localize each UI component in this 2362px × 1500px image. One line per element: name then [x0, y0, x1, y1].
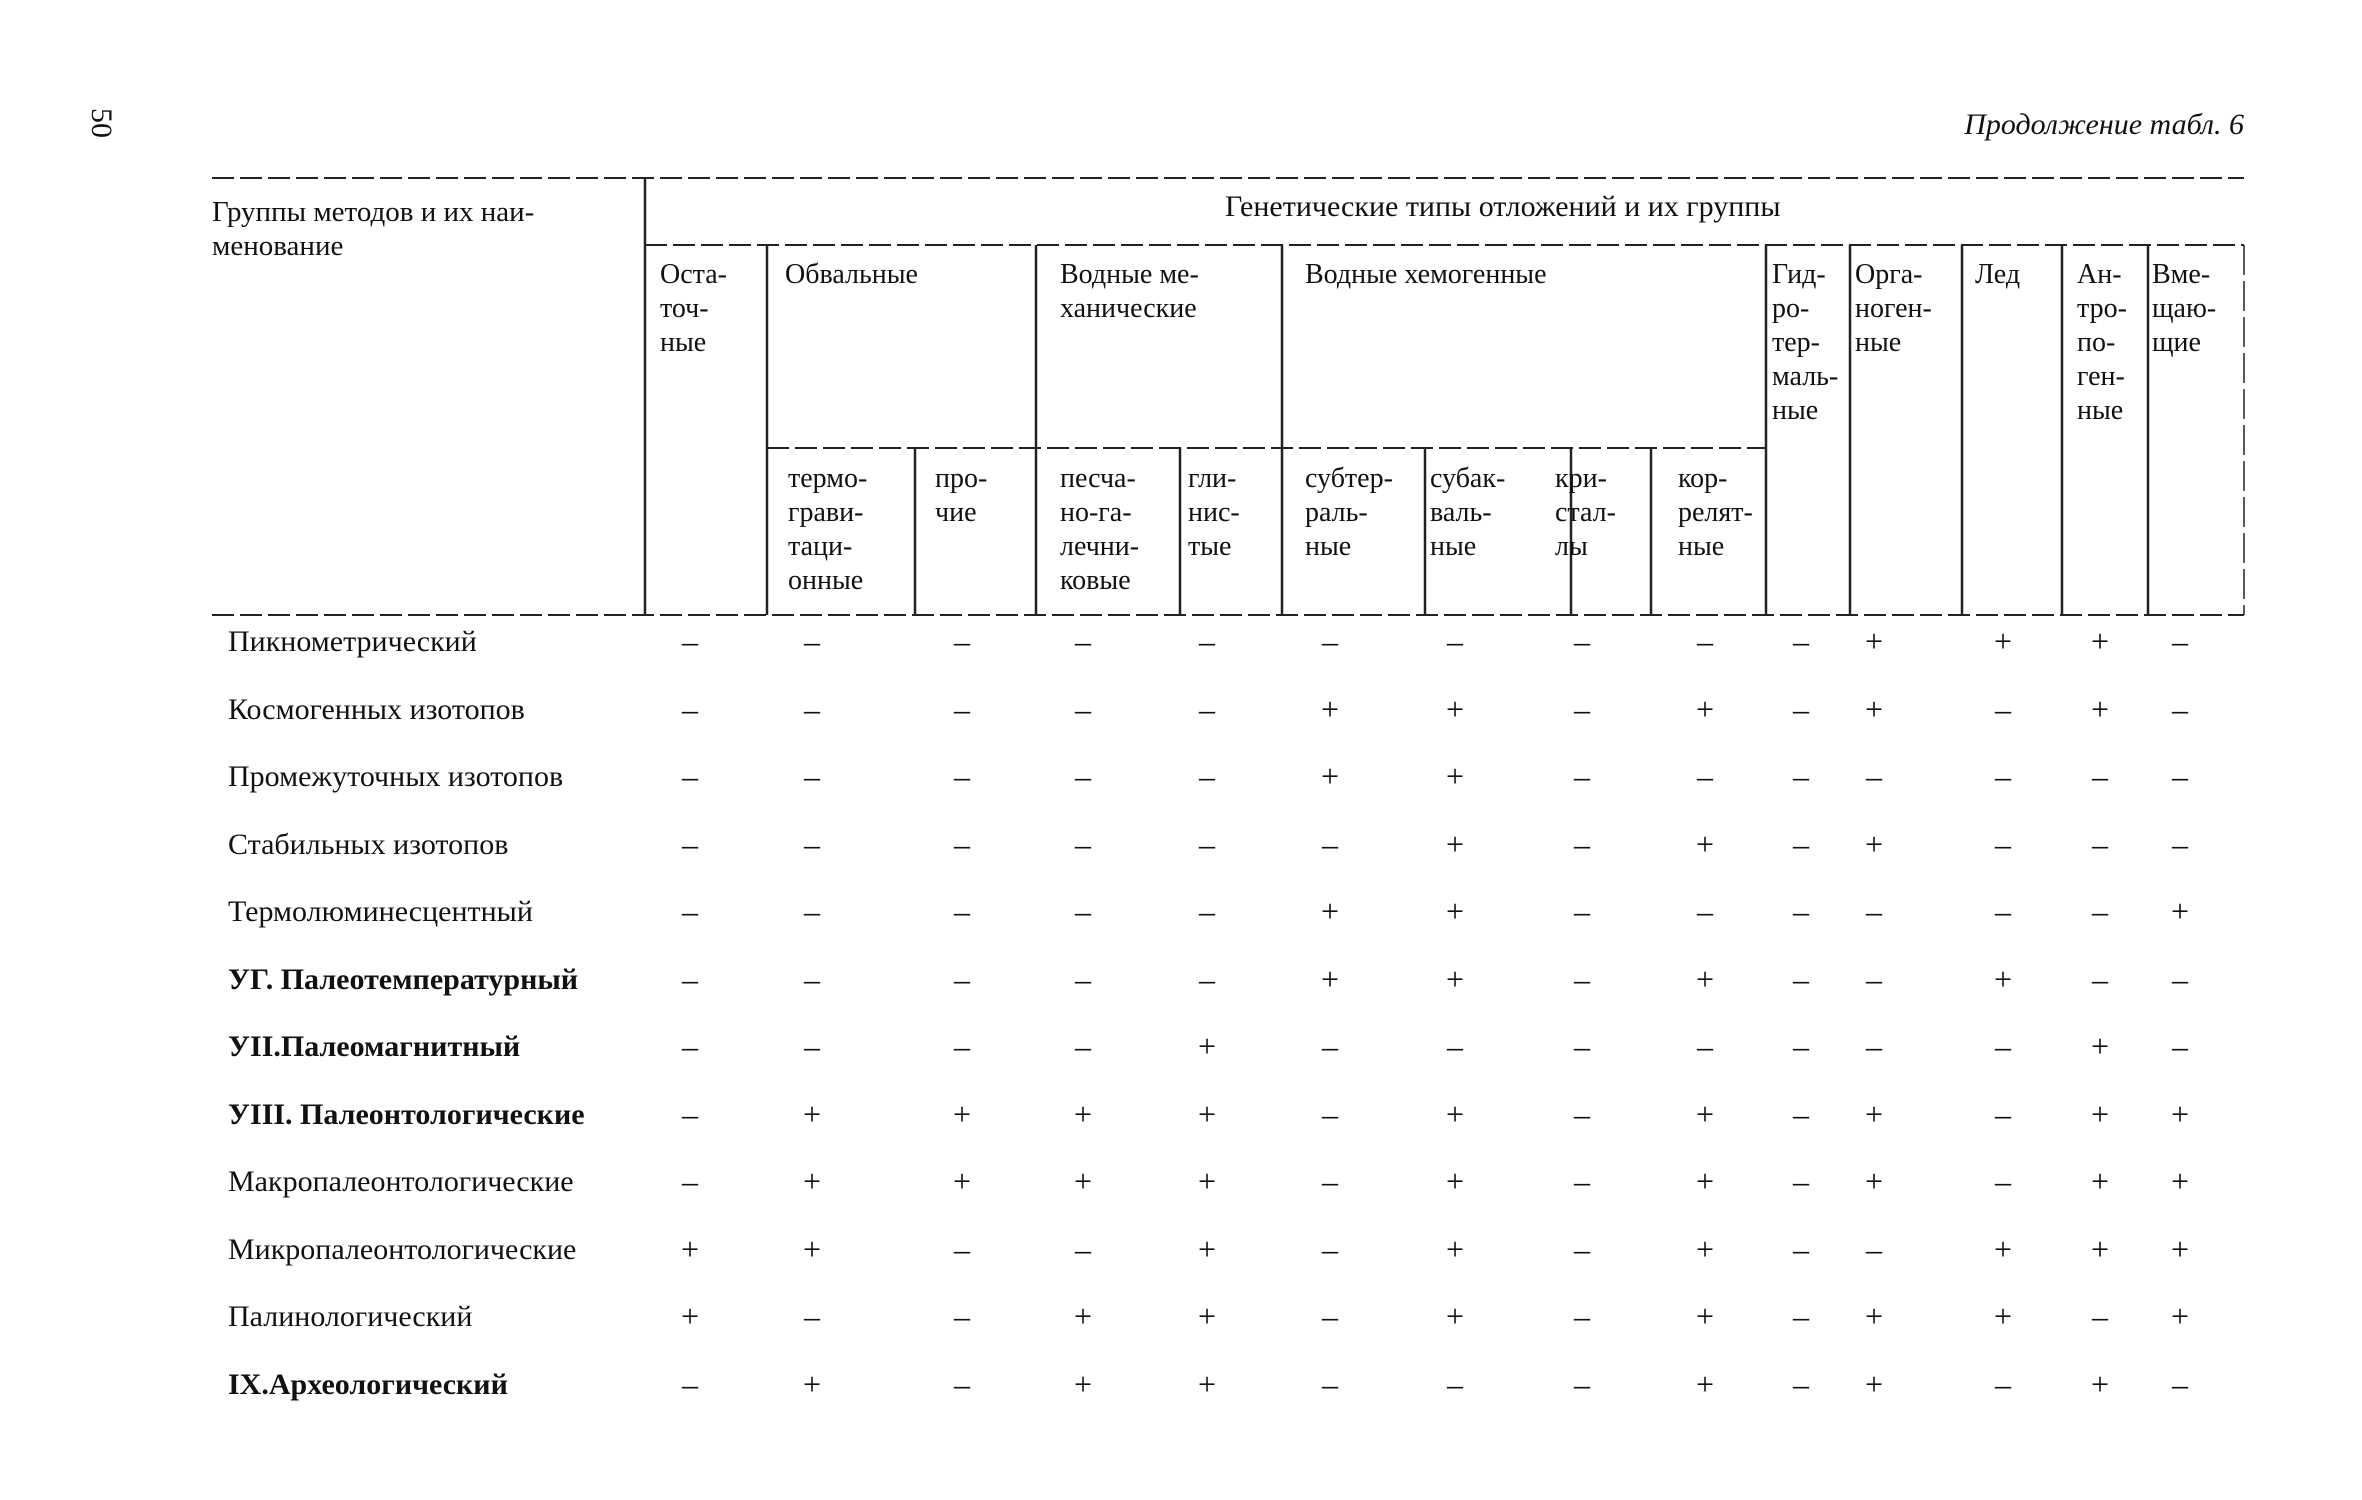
- table-cell-mark: –: [1697, 893, 1713, 929]
- table-cell-mark: –: [1075, 690, 1091, 727]
- table-cell-mark: –: [1199, 690, 1215, 727]
- table-cell-mark: –: [1995, 825, 2011, 862]
- sub-header: субтер- раль- ные: [1305, 463, 1393, 562]
- table-cell-mark: +: [1695, 1365, 1715, 1402]
- table-cell-mark: +: [1197, 1365, 1217, 1402]
- table-cell-mark: –: [1793, 1095, 1809, 1132]
- table-cell-mark: –: [1322, 1298, 1338, 1334]
- table-cell-mark: +: [680, 1230, 700, 1267]
- table-cell-mark: –: [682, 825, 698, 862]
- table-cell-mark: +: [2090, 1163, 2110, 1199]
- row-label: Термолюминесцентный: [228, 895, 533, 928]
- table-cell-mark: –: [1574, 1298, 1590, 1334]
- row-label: Космогенных изотопов: [228, 692, 525, 726]
- table-cell-mark: +: [1445, 1230, 1465, 1267]
- table-cell-mark: –: [1995, 893, 2011, 929]
- table-cell-mark: –: [804, 960, 820, 997]
- table-cell-mark: –: [1322, 623, 1338, 659]
- table-cell-mark: –: [682, 960, 698, 997]
- table-cell-mark: –: [1322, 825, 1338, 862]
- table-cell-mark: –: [1793, 1028, 1809, 1064]
- group-header: Обвальные: [785, 259, 918, 290]
- table-cell-mark: +: [680, 1298, 700, 1334]
- row-label: Палинологический: [228, 1300, 473, 1333]
- table-cell-mark: –: [1322, 1365, 1338, 1402]
- table-cell-mark: +: [2090, 1365, 2110, 1402]
- table-cell-mark: –: [1574, 758, 1590, 794]
- table-cell-mark: –: [1199, 825, 1215, 862]
- row-label: Пикнометрический: [228, 625, 477, 658]
- row-label: Макропалеонтологические: [228, 1165, 574, 1198]
- table-cell-mark: –: [1574, 1095, 1590, 1132]
- table-cell-mark: –: [1075, 1028, 1091, 1064]
- row-label: УІІ.Палеомагнитный: [228, 1030, 521, 1063]
- table-cell-mark: –: [1574, 623, 1590, 659]
- table-cell-mark: –: [1199, 758, 1215, 794]
- sub-header: термо- грави- таци- онные: [788, 463, 868, 596]
- table-cell-mark: +: [2170, 893, 2190, 929]
- table-cell-mark: +: [1864, 623, 1884, 659]
- table-cell-mark: –: [1793, 1163, 1809, 1199]
- group-header: Водные хемогенные: [1305, 259, 1547, 290]
- table-cell-mark: –: [1322, 1230, 1338, 1267]
- table-cell-mark: –: [1995, 1028, 2011, 1064]
- top-header: Генетические типы отложений и их группы: [1225, 190, 1781, 223]
- table-cell-mark: –: [682, 690, 698, 727]
- table-cell-mark: –: [1075, 1230, 1091, 1267]
- group-header: Водные ме- ханические: [1060, 259, 1199, 324]
- row-label: УГ. Палеотемпературный: [228, 962, 579, 996]
- table-cell-mark: –: [682, 1163, 698, 1199]
- table-cell-mark: +: [1197, 1163, 1217, 1199]
- table-cell-mark: –: [1447, 1365, 1463, 1402]
- table-cell-mark: +: [1695, 1230, 1715, 1267]
- table-cell-mark: –: [2092, 1298, 2108, 1334]
- stub-header: Группы методов и их наи- менование: [212, 196, 535, 262]
- table-cell-mark: +: [802, 1365, 822, 1402]
- table-cell-mark: –: [1447, 1028, 1463, 1064]
- table-cell-mark: –: [1075, 825, 1091, 862]
- table-cell-mark: –: [1995, 758, 2011, 794]
- table-cell-mark: –: [1075, 960, 1091, 997]
- table-cell-mark: –: [804, 623, 820, 659]
- table-cell-mark: +: [2170, 1230, 2190, 1267]
- group-header: Ан- тро- по- ген- ные: [2077, 259, 2127, 426]
- table-cell-mark: +: [1445, 1095, 1465, 1132]
- table-cell-mark: –: [954, 1298, 970, 1334]
- table-cell-mark: –: [1866, 1230, 1882, 1267]
- table-cell-mark: +: [1445, 1298, 1465, 1334]
- table-cell-mark: +: [952, 1095, 972, 1132]
- table-cell-mark: –: [2092, 893, 2108, 929]
- table-cell-mark: –: [1793, 1230, 1809, 1267]
- table-cell-mark: –: [1199, 623, 1215, 659]
- group-header: Гид- ро- тер- маль- ные: [1772, 259, 1839, 426]
- table-cell-mark: –: [682, 758, 698, 794]
- row-label: УІІІ. Палеонтологические: [228, 1097, 585, 1131]
- table-cell-mark: +: [1073, 1298, 1093, 1334]
- table-cell-mark: +: [1197, 1298, 1217, 1334]
- table-cell-mark: –: [2172, 1028, 2188, 1064]
- table-cell-mark: –: [1574, 960, 1590, 997]
- table-cell-mark: –: [1793, 893, 1809, 929]
- row-label: IX.Археологический: [228, 1367, 508, 1401]
- table-cell-mark: –: [1574, 1230, 1590, 1267]
- table-cell-mark: –: [2092, 825, 2108, 862]
- table-cell-mark: +: [1864, 825, 1884, 862]
- table-cell-mark: +: [1320, 960, 1340, 997]
- table-cell-mark: +: [1864, 690, 1884, 727]
- table-cell-mark: +: [2090, 1028, 2110, 1064]
- table-cell-mark: –: [1866, 1028, 1882, 1064]
- table-cell-mark: –: [954, 690, 970, 727]
- table-cell-mark: +: [802, 1230, 822, 1267]
- table-cell-mark: –: [954, 623, 970, 659]
- table-cell-mark: –: [954, 1365, 970, 1402]
- table-cell-mark: +: [1197, 1230, 1217, 1267]
- table-cell-mark: –: [954, 758, 970, 794]
- table-cell-mark: –: [954, 825, 970, 862]
- table-continuation-caption: Продолжение табл. 6: [1964, 108, 2244, 141]
- table-cell-mark: +: [1864, 1163, 1884, 1199]
- sub-header: кри- стал- лы: [1555, 463, 1616, 562]
- table-cell-mark: +: [1445, 690, 1465, 727]
- table-cell-mark: +: [2090, 1230, 2110, 1267]
- table-cell-mark: –: [2092, 758, 2108, 794]
- table-cell-mark: –: [682, 623, 698, 659]
- table-cell-mark: +: [2170, 1163, 2190, 1199]
- table-cell-mark: +: [1320, 690, 1340, 727]
- table-cell-mark: –: [1995, 1095, 2011, 1132]
- table-cell-mark: +: [1445, 825, 1465, 862]
- table-cell-mark: –: [2172, 758, 2188, 794]
- table-cell-mark: +: [1445, 1163, 1465, 1199]
- table-cell-mark: –: [1793, 825, 1809, 862]
- table-cell-mark: –: [1793, 758, 1809, 794]
- table-cell-mark: –: [1447, 623, 1463, 659]
- table-cell-mark: –: [1574, 893, 1590, 929]
- row-label: Стабильных изотопов: [228, 827, 509, 861]
- sub-header: кор- релят- ные: [1678, 463, 1753, 562]
- table-cell-mark: –: [1866, 893, 1882, 929]
- table-cell-mark: –: [1995, 1163, 2011, 1199]
- table-cell-mark: –: [1793, 1365, 1809, 1402]
- table-cell-mark: –: [1574, 825, 1590, 862]
- table-cell-mark: –: [1697, 623, 1713, 659]
- sub-header: гли- нис- тые: [1188, 463, 1240, 562]
- table-cell-mark: +: [2090, 690, 2110, 727]
- table-cell-mark: –: [1995, 1365, 2011, 1402]
- table-cell-mark: –: [1199, 960, 1215, 997]
- table-cell-mark: +: [1695, 1298, 1715, 1334]
- table-cell-mark: –: [1697, 758, 1713, 794]
- group-header: Орга- ноген- ные: [1855, 259, 1932, 358]
- table-cell-mark: –: [954, 1230, 970, 1267]
- row-label: Микропалеонтологические: [228, 1232, 577, 1266]
- table-cell-mark: +: [952, 1163, 972, 1199]
- table-cell-mark: +: [2090, 1095, 2110, 1132]
- table-cell-mark: +: [1073, 1163, 1093, 1199]
- table-cell-mark: +: [1695, 960, 1715, 997]
- table-cell-mark: –: [1574, 1365, 1590, 1402]
- table-cell-mark: +: [2170, 1298, 2190, 1334]
- table-cell-mark: –: [2172, 690, 2188, 727]
- table-cell-mark: –: [2172, 825, 2188, 862]
- table-cell-mark: +: [1445, 893, 1465, 929]
- table-cell-mark: +: [1864, 1298, 1884, 1334]
- table-cell-mark: –: [804, 690, 820, 727]
- table-cell-mark: –: [1866, 960, 1882, 997]
- sub-header: песча- но-га- лечни- ковые: [1060, 463, 1140, 596]
- row-label: Промежуточных изотопов: [228, 760, 564, 793]
- table-cell-mark: –: [954, 960, 970, 997]
- table-cell-mark: –: [1075, 623, 1091, 659]
- table-cell-mark: –: [804, 1028, 820, 1064]
- table-cell-mark: –: [1199, 893, 1215, 929]
- table-cell-mark: –: [1995, 690, 2011, 727]
- table-cell-mark: –: [804, 825, 820, 862]
- table-cell-mark: –: [1793, 690, 1809, 727]
- table-cell-mark: –: [2172, 623, 2188, 659]
- table-cell-mark: –: [1866, 758, 1882, 794]
- table-cell-mark: –: [1322, 1095, 1338, 1132]
- table-cell-mark: –: [1574, 1028, 1590, 1064]
- table-cell-mark: +: [802, 1163, 822, 1199]
- table-cell-mark: –: [804, 893, 820, 929]
- table-cell-mark: +: [1320, 758, 1340, 794]
- table-cell-mark: –: [1793, 960, 1809, 997]
- table-cell-mark: –: [1322, 1163, 1338, 1199]
- table-cell-mark: +: [1445, 960, 1465, 997]
- table-cell-mark: –: [1697, 1028, 1713, 1064]
- table-cell-mark: –: [1075, 893, 1091, 929]
- table-cell-mark: –: [1793, 623, 1809, 659]
- table-cell-mark: –: [2092, 960, 2108, 997]
- table-cell-mark: +: [1197, 1095, 1217, 1132]
- table-cell-mark: +: [1864, 1095, 1884, 1132]
- table-cell-mark: –: [954, 1028, 970, 1064]
- table-cell-mark: +: [2170, 1095, 2190, 1132]
- table-cell-mark: +: [1445, 758, 1465, 794]
- table-cell-mark: –: [804, 1298, 820, 1334]
- table-cell-mark: +: [1695, 1095, 1715, 1132]
- group-header: Вме- щаю- щие: [2152, 259, 2217, 358]
- table-cell-mark: +: [1993, 1230, 2013, 1267]
- table-cell-mark: +: [1993, 1298, 2013, 1334]
- page-number: 50: [85, 108, 118, 138]
- table-cell-mark: +: [802, 1095, 822, 1132]
- table-cell-mark: –: [2172, 1365, 2188, 1402]
- table-cell-mark: +: [1197, 1028, 1217, 1064]
- sub-header: субак- валь- ные: [1430, 463, 1506, 562]
- table-cell-mark: +: [1073, 1365, 1093, 1402]
- table-cell-mark: –: [804, 758, 820, 794]
- sub-header: про- чие: [935, 463, 988, 528]
- table-cell-mark: +: [1320, 893, 1340, 929]
- group-header: Лед: [1975, 259, 2021, 290]
- table-cell-mark: –: [1322, 1028, 1338, 1064]
- table-cell-mark: –: [682, 1365, 698, 1402]
- table-cell-mark: +: [1993, 960, 2013, 997]
- table-cell-mark: +: [1695, 690, 1715, 727]
- table-cell-mark: –: [682, 1095, 698, 1132]
- table-cell-mark: –: [1574, 1163, 1590, 1199]
- table-cell-mark: –: [1075, 758, 1091, 794]
- table-cell-mark: –: [682, 893, 698, 929]
- table-cell-mark: +: [1695, 1163, 1715, 1199]
- table-cell-mark: –: [954, 893, 970, 929]
- table-cell-mark: –: [2172, 960, 2188, 997]
- table-cell-mark: +: [1864, 1365, 1884, 1402]
- table-cell-mark: +: [1993, 623, 2013, 659]
- table-cell-mark: +: [1073, 1095, 1093, 1132]
- table-cell-mark: –: [682, 1028, 698, 1064]
- group-header: Оста- точ- ные: [660, 259, 727, 358]
- table-cell-mark: –: [1574, 690, 1590, 727]
- table-cell-mark: –: [1793, 1298, 1809, 1334]
- table-cell-mark: +: [1695, 825, 1715, 862]
- table-cell-mark: +: [2090, 623, 2110, 659]
